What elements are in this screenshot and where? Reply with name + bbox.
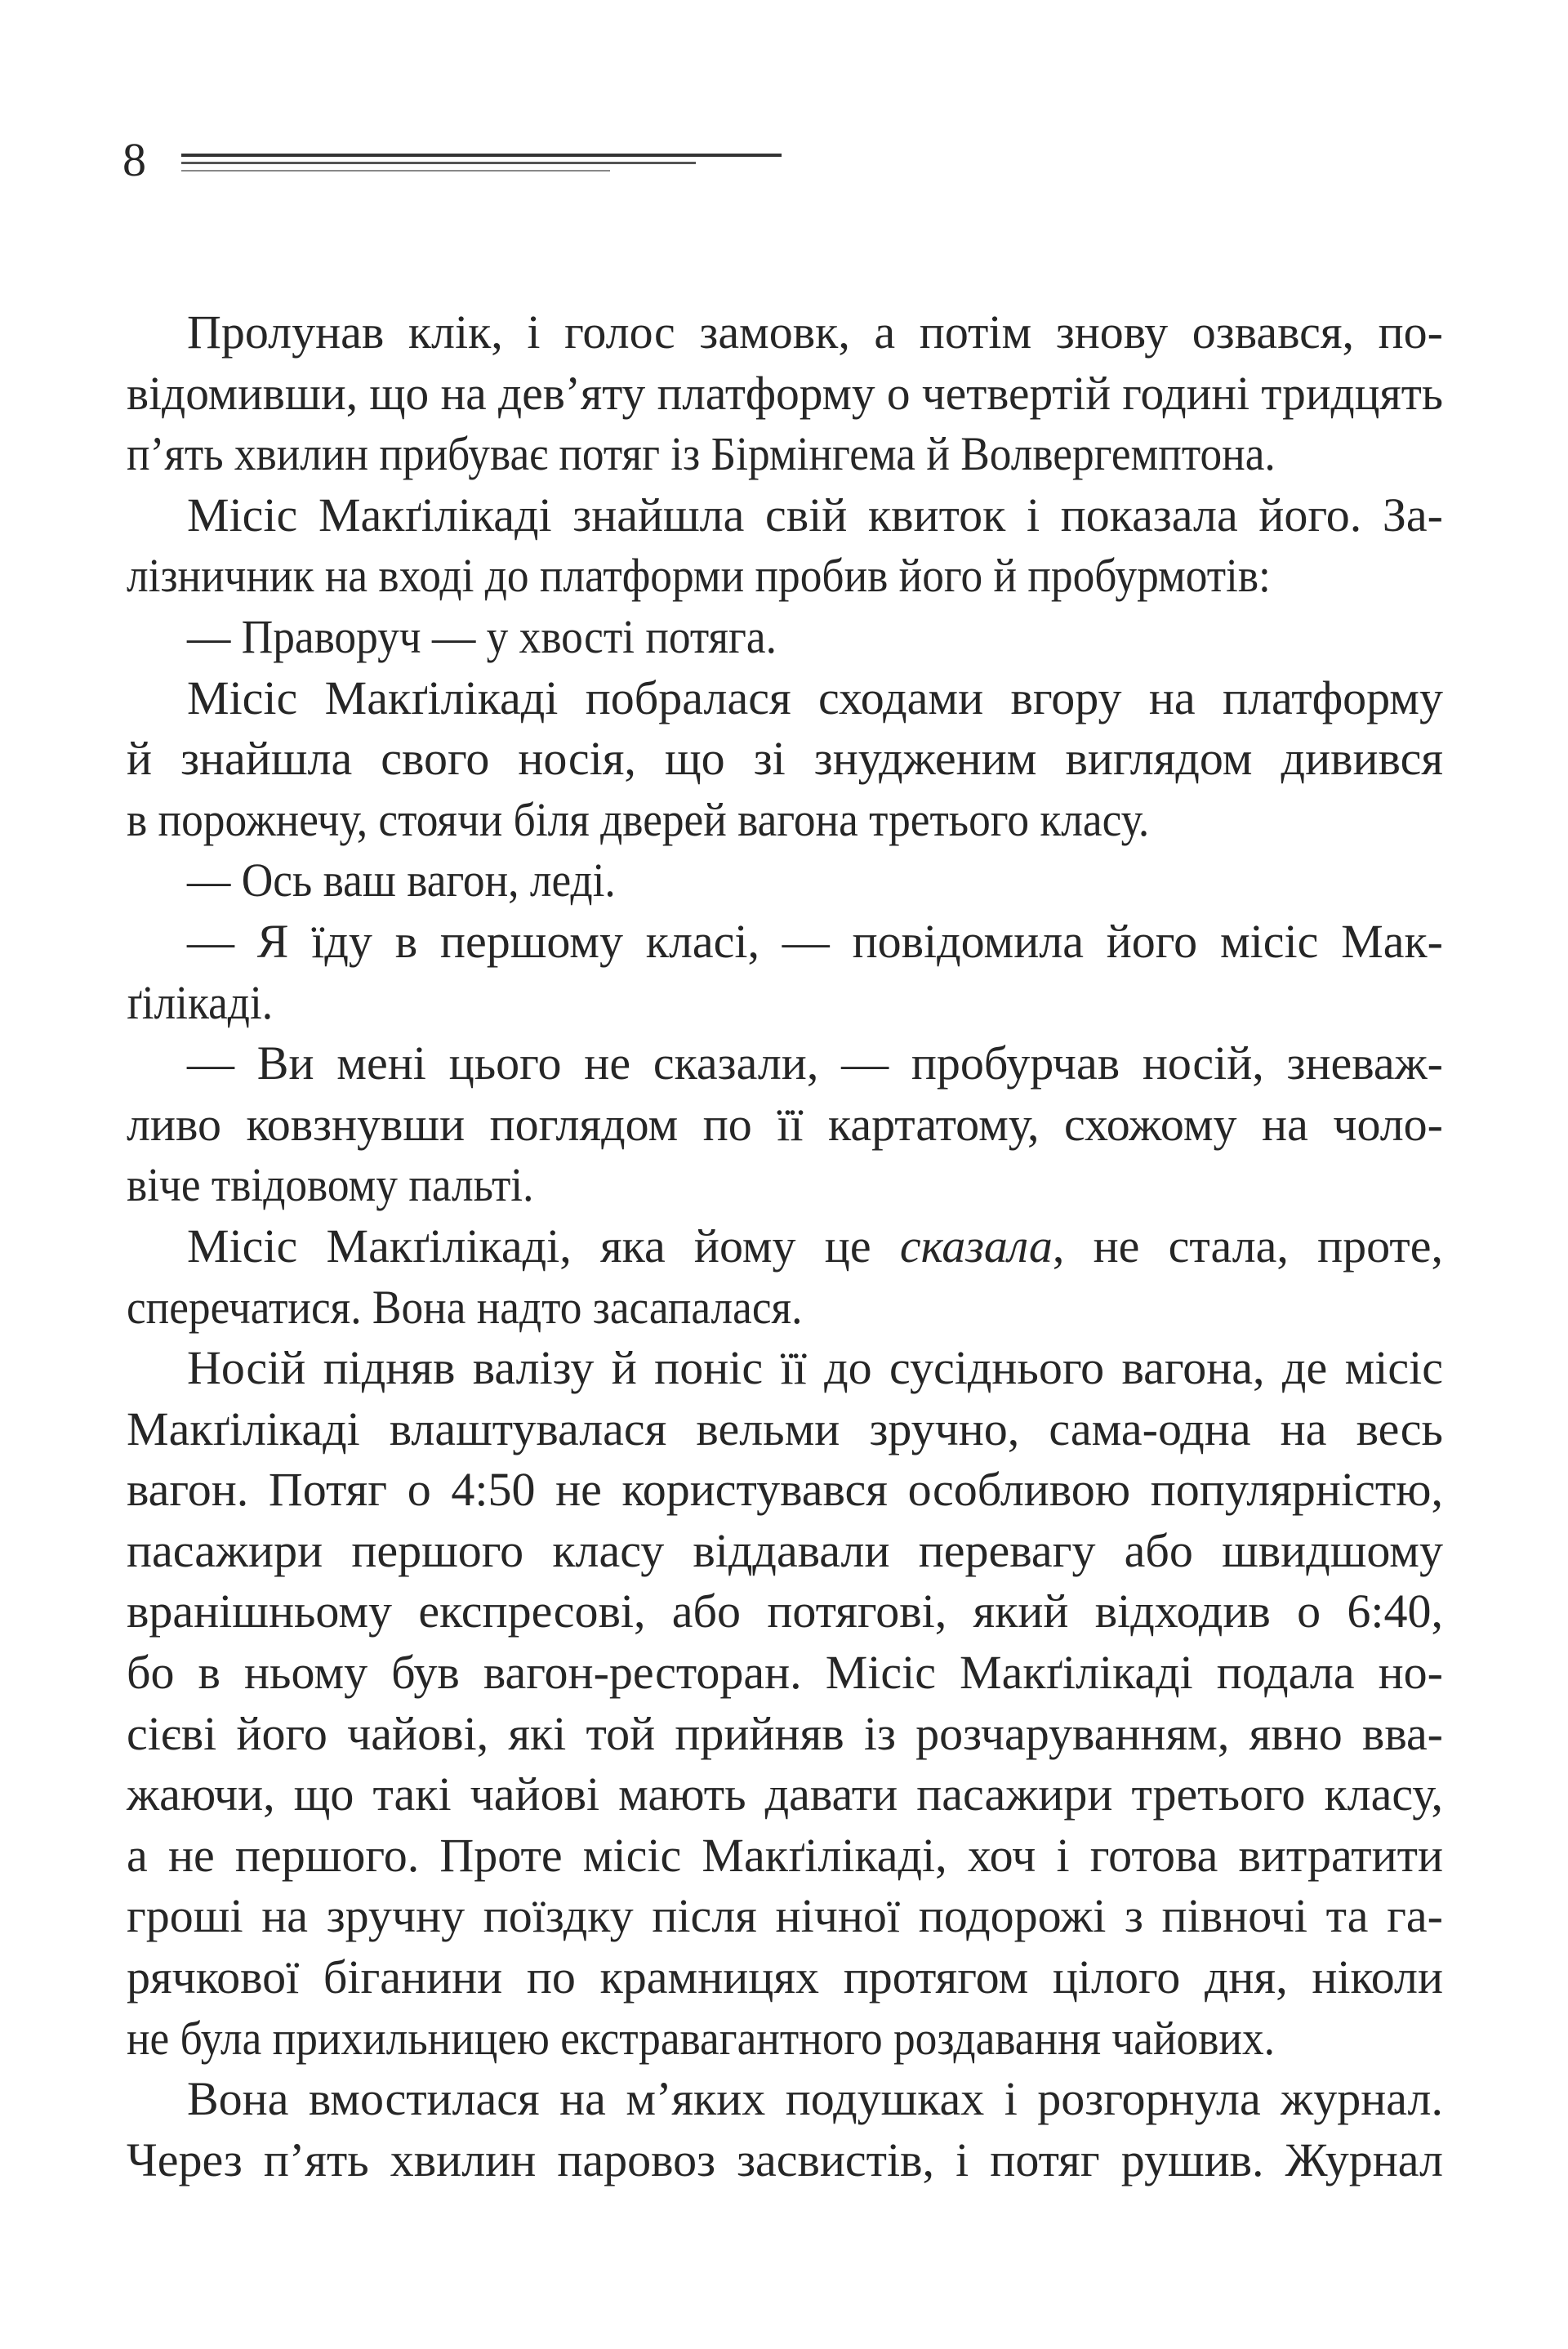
- text-line: [127, 1581, 1443, 1643]
- text-segment: сієві його чайові, які той прийняв із розчаруванням, явно вва-: [127, 1706, 1443, 1760]
- paragraph: [127, 912, 1443, 1033]
- header-rule: [181, 162, 696, 164]
- text-line: [127, 1155, 1443, 1216]
- text-line: [127, 1033, 1443, 1094]
- text-segment: — Ви мені цього не сказали, — пробурчав носій, зневаж-: [187, 1036, 1443, 1090]
- text-line: [127, 1521, 1443, 1582]
- paragraph: [127, 1033, 1443, 1216]
- text-line: [127, 363, 1443, 425]
- text-segment: — Ось ваш вагон, леді.: [187, 854, 616, 907]
- text-segment: відомивши, що на дев’яту платформу о четвертій годині тридцять: [127, 366, 1443, 420]
- paragraph: [127, 607, 1443, 668]
- text-line: [127, 1399, 1443, 1460]
- text-line: [127, 1094, 1443, 1156]
- text-line: [127, 302, 1443, 363]
- text-segment: жаючи, що такі чайові мають давати пасажири третього класу,: [127, 1767, 1443, 1821]
- text-segment: пасажири першого класу віддавали перевагу або швидшому: [127, 1523, 1443, 1577]
- text-segment: віче твідовому пальті.: [127, 1158, 534, 1212]
- text-line: [127, 1764, 1443, 1825]
- text-segment: — Я їду в першому класі, — повідомила його місіс Мак-: [187, 914, 1443, 968]
- text-segment: п’ять хвилин прибуває потяг із Бірмінгема й Волвергемптона.: [127, 427, 1276, 481]
- text-line: [127, 485, 1443, 546]
- text-segment: не була прихильницею екстравагантного роздавання чайових.: [127, 2011, 1275, 2065]
- text-segment: й знайшла свого носія, що зі знудженим виглядом дивився: [127, 732, 1443, 786]
- text-segment: вранішньому експресові, або потягові, який відходив о 6:40,: [127, 1585, 1443, 1638]
- italic-text: сказала: [899, 1219, 1053, 1273]
- header-rule: [181, 154, 782, 157]
- text-line: [127, 1277, 1443, 1339]
- text-line: [127, 729, 1443, 790]
- paragraph: [127, 850, 1443, 912]
- text-segment: Макґілікаді влаштувалася вельми зручно, сама-одна на весь: [127, 1402, 1443, 1455]
- text-line: [127, 1886, 1443, 1947]
- text-segment: Носій підняв валізу й поніс її до сусіднього вагона, де місіс: [187, 1341, 1443, 1395]
- text-line: [127, 1643, 1443, 1704]
- text-line: [127, 2069, 1443, 2130]
- text-line: [127, 1947, 1443, 2008]
- paragraph: [127, 668, 1443, 851]
- text-line: [127, 850, 1443, 912]
- text-line: [127, 973, 1443, 1034]
- text-segment: Місіс Макґілікаді побралася сходами вгору на платформу: [187, 671, 1443, 724]
- text-segment: бо в ньому був вагон-ресторан. Місіс Макґілікаді подала но-: [127, 1646, 1443, 1700]
- header-rule: [181, 170, 610, 172]
- body-text: [127, 302, 1443, 2191]
- paragraph: [127, 485, 1443, 607]
- text-segment: а не першого. Проте місіс Макґілікаді, хоч і готова витратити: [127, 1828, 1443, 1882]
- page-number: 8: [122, 133, 146, 186]
- text-segment: Місіс Макґілікаді, яка йому це: [187, 1219, 900, 1273]
- text-line: [127, 1460, 1443, 1521]
- text-line: [127, 668, 1443, 729]
- text-line: [127, 2008, 1443, 2070]
- text-segment: Місіс Макґілікаді знайшла свій квиток і показала його. За-: [187, 488, 1443, 542]
- text-segment: Через п’ять хвилин паровоз засвистів, і потяг рушив. Журнал: [127, 2133, 1443, 2186]
- text-segment: лізничник на вході до платформи пробив його й пробурмотів:: [127, 549, 1271, 603]
- text-segment: гроші на зручну поїздку після нічної подорожі з півночі та га-: [127, 1889, 1443, 1943]
- paragraph: [127, 1338, 1443, 2069]
- text-line: [127, 790, 1443, 851]
- text-segment: Вона вмостилася на м’яких подушках і розгорнула журнал.: [187, 2072, 1443, 2126]
- text-line: [127, 2130, 1443, 2191]
- text-segment: ливо ковзнувши поглядом по її картатому, схожому на чоло-: [127, 1097, 1443, 1151]
- paragraph: [127, 1216, 1443, 1338]
- text-line: [127, 607, 1443, 668]
- text-segment: , не стала, проте,: [1052, 1219, 1443, 1273]
- text-segment: сперечатися. Вона надто засапалася.: [127, 1280, 803, 1334]
- text-segment: Пролунав клік, і голос замовк, а потім знову озвався, по-: [187, 305, 1443, 359]
- text-segment: в порожнечу, стоячи біля дверей вагона третього класу.: [127, 792, 1150, 846]
- text-segment: — Праворуч — у хвості потяга.: [187, 609, 777, 663]
- paragraph: [127, 302, 1443, 485]
- text-segment: ґілікаді.: [127, 975, 274, 1029]
- text-segment: вагон. Потяг о 4:50 не користувався особливою популярністю,: [127, 1463, 1443, 1517]
- text-line: [127, 1338, 1443, 1399]
- text-line: [127, 1216, 1443, 1277]
- text-segment: рячкової біганини по крамницях протягом цілого дня, ніколи: [127, 1950, 1443, 2004]
- text-line: [127, 546, 1443, 607]
- text-line: [127, 912, 1443, 973]
- text-line: [127, 424, 1443, 485]
- text-line: [127, 1704, 1443, 1765]
- paragraph: [127, 2069, 1443, 2191]
- text-line: [127, 1825, 1443, 1887]
